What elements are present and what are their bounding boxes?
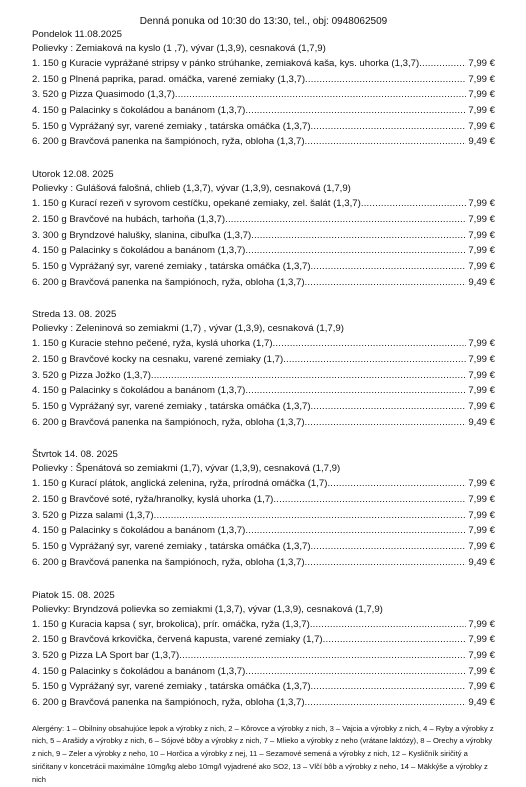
day-title: Streda 13. 08. 2025 (32, 309, 117, 321)
dot-leader (311, 679, 467, 695)
menu-item-name: 1. 150 g Kurací plátok, anglická zelenina, ryža, prírodná omáčka (1,7) (32, 478, 328, 490)
menu-item-price: 7,99 € (468, 105, 495, 117)
section-spacer (32, 430, 495, 448)
menu-item-name: 5. 150 g Vyprážaný syr, varené zemiaky , tatárska omáčka (1,3,7) (32, 260, 311, 272)
menu-item-name: 6. 200 g Bravčová panenka na šampiónoch, ryža, obloha (1,3,7) (32, 276, 305, 288)
dot-leader (225, 212, 466, 228)
menu-item (32, 508, 495, 524)
menu-item (32, 476, 495, 492)
dot-leader (311, 399, 467, 415)
section-spacer (32, 150, 495, 168)
menu-item-price: 7,99 € (468, 634, 495, 646)
menu-item-price: 7,99 € (468, 369, 495, 381)
menu-item-price: 7,99 € (468, 120, 495, 132)
dot-leader (245, 103, 466, 119)
dot-leader (305, 275, 467, 291)
menu-item-name: 6. 200 g Bravčová panenka na šampiónoch, ryža, obloha (1,3,7) (32, 416, 305, 428)
menu-item (32, 523, 495, 539)
menu-item-name: 2. 150 g Bravčové kocky na cesnaku, varené zemiaky (1,7) (32, 353, 284, 365)
dot-leader (361, 196, 466, 212)
menu-item-price: 7,99 € (468, 58, 495, 69)
menu-item-price: 7,99 € (468, 245, 495, 257)
section-spacer (32, 290, 495, 308)
menu-item-name: 4. 150 g Palacinky s čokoládou a banánom (1,3,7) (32, 525, 246, 537)
menu-item-price: 7,99 € (468, 618, 495, 630)
menu-item-name: 1. 150 g Kuracie stehno pečené, ryža, kyslá uhorka (1,7) (32, 338, 273, 350)
menu-item-price: 7,99 € (468, 213, 495, 225)
menu-item-price: 7,99 € (468, 353, 495, 365)
menu-item-name: 3. 520 g Pizza LA Sport bar (1,3,7) (32, 649, 180, 661)
menu-item (32, 492, 495, 508)
menu-item-name: 5. 150 g Vyprážaný syr, varené zemiaky , tatárska omáčka (1,3,7) (32, 541, 311, 553)
menu-item-price: 7,99 € (468, 89, 495, 101)
menu-item (32, 648, 495, 664)
dot-leader (175, 87, 466, 103)
menu-item (32, 555, 495, 571)
menu-item (32, 87, 495, 103)
dot-leader (179, 648, 466, 664)
day-section (32, 308, 495, 430)
menu-item-name: 1. 150 g Kuracie vyprážané stripsy v pánko strúhanke, zemiaková kaša, kys. uhorka (1,3,7) (32, 58, 420, 69)
menu-item (32, 119, 495, 135)
menu-item (32, 632, 495, 648)
dot-leader (305, 415, 467, 431)
menu-item-name: 4. 150 g Palacinky s čokoládou a banánom (1,3,7) (32, 105, 246, 117)
menu-item (32, 103, 495, 119)
page-header: Denná ponuka od 10:30 do 13:30, tel., obj: 0948062509 (139, 16, 388, 27)
day-title: Pondelok 11.08.2025 (32, 29, 122, 40)
section-spacer (32, 571, 495, 589)
menu-item-name: 6. 200 g Bravčová panenka na šampiónoch, ryža, obloha (1,3,7) (32, 696, 305, 708)
menu-item-price: 9,49 € (468, 696, 495, 708)
dot-leader (245, 664, 466, 680)
dot-leader (323, 632, 467, 648)
menu-item-name: 3. 300 g Bryndzové halušky, slanina, cibuľka (1,3,7) (32, 229, 252, 241)
menu-item (32, 399, 495, 415)
dot-leader (310, 617, 467, 633)
menu-item-name: 2. 150 g Bravčová krkovička, červená kapusta, varené zemiaky (1,7) (32, 634, 323, 646)
dot-leader (305, 72, 466, 88)
menu-item-name: 5. 150 g Vyprážaný syr, varené zemiaky , tatárska omáčka (1,3,7) (32, 120, 311, 132)
menu-item-price: 7,99 € (468, 494, 495, 506)
menu-item-price: 9,49 € (468, 276, 495, 288)
dot-leader (245, 383, 466, 399)
menu-item-name: 5. 150 g Vyprážaný syr, varené zemiaky , tatárska omáčka (1,3,7) (32, 401, 311, 412)
menu-item-name: 3. 520 g Pizza Jožko (1,3,7) (32, 369, 151, 381)
menu-item (32, 539, 495, 555)
menu-item (32, 336, 495, 352)
day-title: Piatok 15. 08. 2025 (32, 589, 115, 601)
menu-item (32, 679, 495, 695)
day-title: Štvrtok 14. 08. 2025 (32, 449, 118, 461)
menu-item (32, 196, 495, 212)
menu-item (32, 134, 495, 150)
soups-line: Polievky: Bryndzová polievka so zemiakmi (1,3,7), vývar (1,3,9), cesnaková (1,7,9) (32, 603, 383, 615)
menu-item-name: 4. 150 g Palacinky s čokoládou a banánom (1,3,7) (32, 385, 246, 397)
menu-item-price: 9,49 € (468, 136, 495, 148)
menu-item-price: 7,99 € (468, 198, 495, 210)
menu-item (32, 228, 495, 244)
soups-line: Polievky : Špenátová so zemiakmi (1,7), vývar (1,3,9), cesnaková (1,7,9) (32, 463, 341, 475)
menu-item-price: 7,99 € (468, 665, 495, 677)
dot-leader (151, 368, 466, 384)
dot-leader (283, 352, 466, 368)
day-section (32, 448, 495, 570)
dot-leader (311, 539, 467, 555)
dot-leader (154, 508, 467, 524)
dot-leader (273, 336, 467, 352)
menu-item-price: 7,99 € (468, 478, 495, 490)
day-section (32, 168, 495, 290)
menu-item (32, 617, 495, 633)
menu-item-price: 9,49 € (468, 556, 495, 568)
dot-leader (419, 56, 466, 72)
menu-item-name: 2. 150 g Bravčové soté, ryža/hranolky, kyslá uhorka (1,7) (32, 494, 274, 506)
day-section (32, 28, 495, 150)
menu-item-price: 7,99 € (468, 385, 495, 397)
menu-item (32, 664, 495, 680)
menu-item-price: 7,99 € (468, 229, 495, 241)
menu-item (32, 415, 495, 431)
menu-item-name: 2. 150 g Bravčové na hubách, tarhoňa (1,3,7) (32, 213, 226, 225)
menu-item-price: 7,99 € (468, 525, 495, 537)
menu-item-price: 7,99 € (468, 681, 495, 693)
menu-item (32, 275, 495, 291)
dot-leader (273, 492, 466, 508)
menu-item-price: 7,99 € (468, 338, 495, 350)
menu-item-name: 2. 150 g Plnená paprika, parad. omáčka, varené zemiaky (1,3,7) (32, 73, 306, 85)
day-title: Utorok 12.08. 2025 (32, 169, 114, 181)
soups-line: Polievky : Gulášová falošná, chlieb (1,3,7), vývar (1,3,9), cesnaková (1,7,9) (32, 183, 351, 195)
day-section (32, 589, 495, 711)
dot-leader (327, 476, 466, 492)
menu-item (32, 695, 495, 711)
menu-item-name: 5. 150 g Vyprážaný syr, varené zemiaky , tatárska omáčka (1,3,7) (32, 681, 311, 693)
soups-line: Polievky : Zeleninová so zemiakmi (1,7) , vývar (1,3,9), cesnaková (1,7,9) (32, 323, 344, 335)
menu-item-name: 4. 150 g Palacinky s čokoládou a banánom (1,3,7) (32, 245, 246, 257)
menu-item-price: 7,99 € (468, 260, 495, 272)
menu-item (32, 352, 495, 368)
menu-item (32, 212, 495, 228)
menu-item-price: 7,99 € (468, 649, 495, 661)
menu-item-name: 3. 520 g Pizza salami (1,3,7) (32, 509, 154, 521)
menu-item-name: 6. 200 g Bravčová panenka na šampiónoch, ryža, obloha (1,3,7) (32, 556, 305, 568)
menu-item-price: 7,99 € (468, 401, 495, 412)
menu-item (32, 72, 495, 88)
menu-item-price: 9,49 € (468, 416, 495, 428)
dot-leader (311, 119, 467, 135)
dot-leader (311, 259, 467, 275)
menu-item-price: 7,99 € (468, 509, 495, 521)
menu-item (32, 368, 495, 384)
menu-item (32, 383, 495, 399)
days-list (32, 28, 495, 711)
menu-item (32, 56, 495, 72)
menu-item-name: 3. 520 g Pizza Quasimodo (1,3,7) (32, 89, 175, 101)
menu-item (32, 243, 495, 259)
soups-line: Polievky : Zemiaková na kyslo (1 ,7), vývar (1,3,9), cesnaková (1,7,9) (32, 43, 326, 54)
dot-leader (245, 523, 466, 539)
dot-leader (245, 243, 466, 259)
menu-item (32, 259, 495, 275)
allergen-legend: Alergény: 1 – Obilniny obsahujúce lepok a výrobky z nich, 2 – Kôrovce a výrobky z nich, 3 – Vajcia a výrobky z nich, 4 – Ryby a výrobky z nich, 5 – Arašidy a výrobky z nich, 6 – Sójové bôby a výrobky z nich, 7 – Mlieko a výrobky z neho (vrátane laktózy), 8 – Orechy a výrobky z nich, 9 – Zeler a výrobky z neho, 10 – Horčica a výrobky z nej, 11 – Sezamové semená a výrobky z nich, 12 – Kysličník siričitý a siričitany v koncetrácii maximálne 10mg/kg alebo 10mg/l vyjadrené ako SO2, 13 – Vlčí bôb a výrobky z neho, 14 – Mäkkýše a výrobky z nich (32, 723, 494, 784)
menu-item-name: 1. 150 g Kurací rezeň v syrovom cestíčku, opekané zemiaky, zel. šalát (1,3,7) (32, 198, 361, 210)
menu-item-name: 6. 200 g Bravčová panenka na šampiónoch, ryža, obloha (1,3,7) (32, 136, 305, 148)
menu-item-price: 7,99 € (468, 73, 495, 85)
menu-item-price: 7,99 € (468, 541, 495, 553)
dot-leader (305, 134, 467, 150)
menu-item-name: 4. 150 g Palacinky s čokoládou a banánom (1,3,7) (32, 665, 246, 677)
dot-leader (305, 695, 467, 711)
dot-leader (305, 555, 467, 571)
menu-item-name: 1. 150 g Kuracia kapsa ( syr, brokolica), prír. omáčka, ryža (1,3,7) (32, 618, 310, 630)
dot-leader (251, 228, 466, 244)
